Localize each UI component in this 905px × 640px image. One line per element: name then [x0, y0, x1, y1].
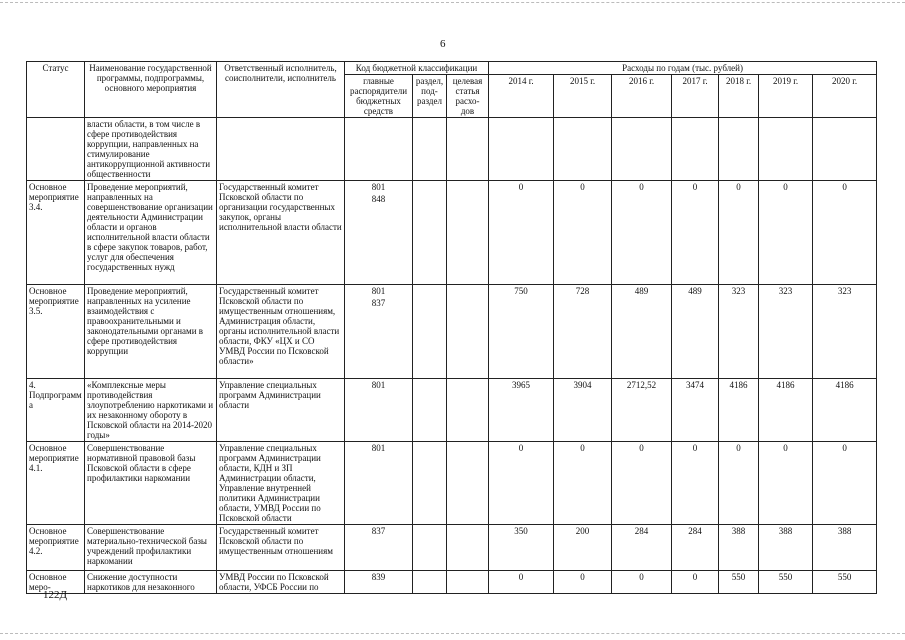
top-scan-edge — [0, 2, 905, 3]
row-value-2015: 200 — [554, 525, 612, 571]
row-value-2016: 489 — [612, 285, 672, 379]
grbs-code: 839 — [371, 572, 386, 582]
row-value-2019: 4186 — [759, 379, 813, 442]
header-year-2018: 2018 г. — [719, 75, 759, 118]
row-value-2020: 0 — [813, 181, 877, 285]
row-status: Основное мероприятие 3.4. — [27, 181, 85, 285]
row-value-2014: 0 — [489, 442, 554, 525]
row-value-2016 — [612, 118, 672, 181]
row-status: Основное мероприятие 4.1. — [27, 442, 85, 525]
row-value-2017: 489 — [672, 285, 719, 379]
bottom-scan-edge — [0, 633, 905, 634]
header-executor: Ответственный исполнитель, соисполнители, исполнитель — [217, 62, 345, 118]
row-value-2019: 0 — [759, 442, 813, 525]
row-name: Проведение мероприятий, направленных на совершенствование организации деятельности Администрации области и органов исполнительной власти области в сфере закупок товаров, работ, услуг для обеспечения государственных нужд — [85, 181, 217, 285]
row-value-2015: 0 — [554, 442, 612, 525]
row-value-2016: 284 — [612, 525, 672, 571]
row-name: Совершенствование нормативной правовой базы Псковской области в сфере профилактики наркомании — [85, 442, 217, 525]
row-name: Снижение доступности наркотиков для незаконного — [85, 571, 217, 594]
row-grbs — [345, 442, 413, 525]
row-target — [447, 118, 489, 181]
header-year-2019: 2019 г. — [759, 75, 813, 118]
row-value-2014: 350 — [489, 525, 554, 571]
row-value-2017: 3474 — [672, 379, 719, 442]
grbs-code: 837 — [371, 526, 386, 536]
row-value-2017: 0 — [672, 181, 719, 285]
row-value-2019: 0 — [759, 181, 813, 285]
header-name: Наименование государственной программы, подпрограммы, основного мероприятия — [85, 62, 217, 118]
row-section — [413, 181, 447, 285]
row-value-2017: 0 — [672, 442, 719, 525]
row-name: «Комплексные меры противодействия злоупотреблению наркотиками и их незаконному обороту в Псковской области на 2014-2020 годы» — [85, 379, 217, 442]
row-value-2019 — [759, 118, 813, 181]
header-year-2017: 2017 г. — [672, 75, 719, 118]
row-grbs — [345, 285, 413, 379]
row-section — [413, 525, 447, 571]
table-row — [27, 118, 877, 181]
budget-table — [26, 61, 877, 594]
header-year-2015: 2015 г. — [554, 75, 612, 118]
row-value-2015 — [554, 118, 612, 181]
header-year-2014: 2014 г. — [489, 75, 554, 118]
row-executor: Государственный комитет Псковской области по организации государственных закупок, органы исполнительной власти области — [217, 181, 345, 285]
row-value-2018: 388 — [719, 525, 759, 571]
row-value-2017 — [672, 118, 719, 181]
row-grbs — [345, 181, 413, 285]
row-executor: Государственный комитет Псковской области по имущественным отношениям, Администрация области, органы исполнительной власти области, ФКУ «ЦХ и СО УМВД России по Псковской области» — [217, 285, 345, 379]
row-status: 4. Подпрограмма — [27, 379, 85, 442]
row-section — [413, 285, 447, 379]
row-value-2020: 323 — [813, 285, 877, 379]
header-grbs: главные распорядители бюджетных средств — [345, 75, 413, 118]
page-number: 6 — [440, 38, 446, 50]
row-executor: Управление специальных программ Администрации области, КДН и ЗП Администрации области, Управление внутренней политики Администрации области, УМВД России по Псковской области — [217, 442, 345, 525]
row-value-2020: 550 — [813, 571, 877, 594]
row-value-2018 — [719, 118, 759, 181]
row-value-2015: 728 — [554, 285, 612, 379]
row-value-2015: 0 — [554, 181, 612, 285]
table-row — [27, 181, 877, 285]
row-target — [447, 379, 489, 442]
header-section: раздел, под-раздел — [413, 75, 447, 118]
row-grbs — [345, 118, 413, 181]
header-expenses: Расходы по годам (тыс. рублей) — [489, 62, 877, 75]
row-name: Совершенствование материально-технической базы учреждений профилактики наркомании — [85, 525, 217, 571]
row-grbs — [345, 379, 413, 442]
row-value-2020: 0 — [813, 442, 877, 525]
row-value-2014: 0 — [489, 571, 554, 594]
row-value-2016: 2712,52 — [612, 379, 672, 442]
row-target — [447, 525, 489, 571]
row-executor: Управление специальных программ Администрации области — [217, 379, 345, 442]
grbs-code: 801 — [371, 380, 386, 390]
row-target — [447, 285, 489, 379]
grbs-code: 801 — [371, 286, 386, 296]
row-value-2018: 550 — [719, 571, 759, 594]
row-status: Основное мероприятие 4.2. — [27, 525, 85, 571]
row-target — [447, 571, 489, 594]
row-value-2019: 550 — [759, 571, 813, 594]
row-value-2018: 323 — [719, 285, 759, 379]
table-row — [27, 525, 877, 571]
row-target — [447, 181, 489, 285]
row-value-2018: 0 — [719, 181, 759, 285]
table-row — [27, 285, 877, 379]
row-name: власти области, в том числе в сфере противодействия коррупции, направленных на стимулирование антикоррупционной активности общественности — [85, 118, 217, 181]
row-value-2014: 0 — [489, 181, 554, 285]
row-target — [447, 442, 489, 525]
footer-code: 122Д — [43, 589, 68, 601]
row-status: Основное мероприятие 3.5. — [27, 285, 85, 379]
row-section — [413, 442, 447, 525]
row-section — [413, 118, 447, 181]
row-executor — [217, 118, 345, 181]
row-name: Проведение мероприятий, направленных на усиление взаимодействия с правоохранительными и законодательными органами в сфере противодействия коррупции — [85, 285, 217, 379]
row-executor: УМВД России по Псковской области, УФСБ России по — [217, 571, 345, 594]
row-value-2015: 0 — [554, 571, 612, 594]
table-row — [27, 571, 877, 594]
grbs-code: 801 — [371, 182, 386, 192]
row-value-2018: 0 — [719, 442, 759, 525]
grbs-code: 848 — [371, 194, 386, 204]
row-value-2018: 4186 — [719, 379, 759, 442]
row-value-2015: 3904 — [554, 379, 612, 442]
row-value-2020 — [813, 118, 877, 181]
row-section — [413, 379, 447, 442]
row-value-2016: 0 — [612, 442, 672, 525]
row-grbs — [345, 525, 413, 571]
table-row — [27, 379, 877, 442]
grbs-code: 837 — [371, 298, 386, 308]
row-status: Основное меро- — [27, 571, 85, 594]
header-target: целевая статья расхо-дов — [447, 75, 489, 118]
row-value-2019: 388 — [759, 525, 813, 571]
row-status — [27, 118, 85, 181]
header-year-2020: 2020 г. — [813, 75, 877, 118]
row-value-2014 — [489, 118, 554, 181]
row-value-2016: 0 — [612, 181, 672, 285]
header-budget-code: Код бюджетной классификации — [345, 62, 489, 75]
table-row — [27, 442, 877, 525]
row-grbs — [345, 571, 413, 594]
row-value-2014: 750 — [489, 285, 554, 379]
row-value-2020: 4186 — [813, 379, 877, 442]
row-value-2017: 0 — [672, 571, 719, 594]
row-section — [413, 571, 447, 594]
header-status: Статус — [27, 62, 85, 118]
row-value-2016: 0 — [612, 571, 672, 594]
row-value-2014: 3965 — [489, 379, 554, 442]
grbs-code: 801 — [371, 443, 386, 453]
row-value-2017: 284 — [672, 525, 719, 571]
row-value-2019: 323 — [759, 285, 813, 379]
row-executor: Государственный комитет Псковской области по имущественным отношениям — [217, 525, 345, 571]
row-value-2020: 388 — [813, 525, 877, 571]
header-year-2016: 2016 г. — [612, 75, 672, 118]
